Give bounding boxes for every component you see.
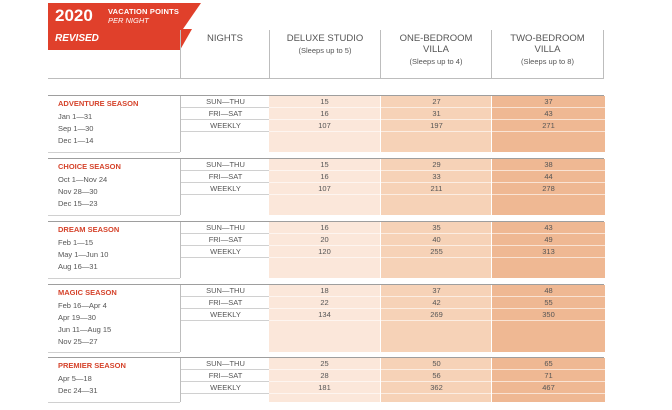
nights-label: FRI—SAT [181, 297, 270, 309]
deluxe-studio-sleeps: (Sleeps up to 5) [298, 46, 352, 55]
season-date-range: Feb 1—15 [58, 238, 94, 247]
points-cell: 350 [492, 309, 605, 321]
season-date-range: Dec 24—31 [58, 386, 98, 395]
vacation-points-label: VACATION POINTS [108, 7, 180, 16]
season-date-range: Jun 11—Aug 15 [58, 325, 112, 334]
points-cell: 197 [381, 120, 492, 132]
points-cell: 269 [381, 309, 492, 321]
points-cell: 37 [381, 285, 492, 297]
points-cell: 211 [381, 183, 492, 195]
points-cell: 134 [269, 309, 380, 321]
points-cell: 29 [381, 159, 492, 171]
season-name: ADVENTURE SEASON [58, 99, 139, 108]
season-block [48, 95, 604, 152]
season-block [48, 221, 604, 278]
points-cell: 43 [492, 108, 605, 120]
points-cell: 71 [492, 370, 605, 382]
one-bedroom-column [380, 222, 492, 278]
points-cell: 15 [269, 96, 380, 108]
nights-label: FRI—SAT [181, 171, 270, 183]
points-cell: 255 [381, 246, 492, 258]
season-date-range: Aug 16—31 [58, 262, 98, 271]
points-cell: 16 [269, 171, 380, 183]
nights-label: SUN—THU [181, 358, 270, 370]
season-date-range: Jan 1—31 [58, 112, 93, 121]
season-date-range: Dec 15—23 [58, 199, 98, 208]
points-cell: 31 [381, 108, 492, 120]
season-dates [58, 174, 107, 210]
points-cell: 28 [269, 370, 380, 382]
one-bedroom-name-1: ONE-BEDROOM [399, 33, 473, 44]
season-date-range: Dec 1—14 [58, 136, 94, 145]
one-bedroom-column [380, 358, 492, 402]
points-cell: 40 [381, 234, 492, 246]
points-cell: 120 [269, 246, 380, 258]
season-name: MAGIC SEASON [58, 288, 117, 297]
nights-label: WEEKLY [181, 246, 270, 258]
one-bedroom-column [380, 285, 492, 352]
season-bottom-rule [48, 215, 180, 216]
two-bedroom-column [491, 96, 605, 152]
deluxe-studio-column [269, 159, 380, 215]
two-bedroom-column [491, 358, 605, 402]
year-badge [48, 3, 201, 50]
deluxe-studio-column [269, 285, 380, 352]
deluxe-studio-column [269, 222, 380, 278]
points-cell: 38 [492, 159, 605, 171]
points-cell: 25 [269, 358, 380, 370]
points-cell: 42 [381, 297, 492, 309]
points-cell: 56 [381, 370, 492, 382]
season-block [48, 284, 604, 352]
points-cell: 44 [492, 171, 605, 183]
one-bedroom-header [380, 30, 491, 78]
season-bottom-rule [48, 352, 180, 353]
one-bedroom-column [380, 159, 492, 215]
points-cell: 27 [381, 96, 492, 108]
nights-column [180, 285, 271, 352]
badge-top-band [48, 3, 183, 29]
nights-label: SUN—THU [181, 96, 270, 108]
points-cell: 18 [269, 285, 380, 297]
nights-label: SUN—THU [181, 285, 270, 297]
points-cell: 65 [492, 358, 605, 370]
two-bedroom-sleeps: (Sleeps up to 8) [521, 57, 574, 66]
points-cell: 49 [492, 234, 605, 246]
nights-column [180, 159, 271, 215]
two-bedroom-column [491, 159, 605, 215]
two-bedroom-name-1: TWO-BEDROOM [510, 33, 585, 44]
points-cell: 16 [269, 222, 380, 234]
points-cell: 43 [492, 222, 605, 234]
one-bedroom-name-2: VILLA [423, 44, 449, 55]
two-bedroom-name-2: VILLA [534, 44, 561, 55]
nights-header-label: NIGHTS [207, 33, 243, 44]
season-date-range: Nov 28—30 [58, 187, 98, 196]
season-date-range: Sep 1—30 [58, 124, 94, 133]
deluxe-studio-column [269, 358, 380, 402]
points-cell: 22 [269, 297, 380, 309]
season-date-range: May 1—Jun 10 [58, 250, 109, 259]
header-divider [48, 78, 604, 79]
season-dates [58, 237, 108, 273]
points-cell: 20 [269, 234, 380, 246]
nights-label: SUN—THU [181, 159, 270, 171]
season-bottom-rule [48, 152, 180, 153]
season-block [48, 158, 604, 215]
one-bedroom-sleeps: (Sleeps up to 4) [409, 57, 463, 66]
season-dates [58, 111, 93, 147]
season-date-range: Apr 5—18 [58, 374, 92, 383]
deluxe-studio-name: DELUXE STUDIO [286, 33, 364, 44]
nights-label: WEEKLY [181, 120, 270, 132]
season-date-range: Feb 16—Apr 4 [58, 301, 107, 310]
nights-column [180, 358, 271, 402]
badge-bottom-band [48, 29, 180, 50]
points-cell: 55 [492, 297, 605, 309]
nights-label: WEEKLY [181, 183, 270, 195]
revised-label: REVISED [55, 33, 99, 44]
season-dates [58, 300, 111, 348]
points-cell: 181 [269, 382, 380, 394]
points-cell: 271 [492, 120, 605, 132]
nights-column [180, 222, 271, 278]
season-dates [58, 373, 98, 397]
two-bedroom-column [491, 222, 605, 278]
points-cell: 313 [492, 246, 605, 258]
deluxe-studio-column [269, 96, 380, 152]
season-date-range: Nov 25—27 [58, 337, 98, 346]
season-block [48, 357, 604, 402]
nights-label: FRI—SAT [181, 108, 270, 120]
nights-label: FRI—SAT [181, 234, 270, 246]
season-name: DREAM SEASON [58, 225, 120, 234]
nights-column-header [180, 30, 269, 78]
points-cell: 107 [269, 120, 380, 132]
season-date-range: Apr 19—30 [58, 313, 96, 322]
points-cell: 15 [269, 159, 380, 171]
points-cell: 467 [492, 382, 605, 394]
season-date-range: Oct 1—Nov 24 [58, 175, 108, 184]
season-bottom-rule [48, 402, 180, 403]
nights-label: WEEKLY [181, 382, 270, 394]
nights-label: SUN—THU [181, 222, 270, 234]
season-name: PREMIER SEASON [58, 361, 126, 370]
per-night-label: PER NIGHT [108, 16, 149, 25]
points-cell: 35 [381, 222, 492, 234]
season-name: CHOICE SEASON [58, 162, 121, 171]
two-bedroom-header [491, 30, 604, 78]
nights-label: WEEKLY [181, 309, 270, 321]
points-cell: 50 [381, 358, 492, 370]
points-cell: 362 [381, 382, 492, 394]
year-label: 2020 [55, 6, 93, 25]
points-cell: 278 [492, 183, 605, 195]
points-cell: 16 [269, 108, 380, 120]
one-bedroom-column [380, 96, 492, 152]
nights-column [180, 96, 271, 152]
points-cell: 37 [492, 96, 605, 108]
points-cell: 48 [492, 285, 605, 297]
season-bottom-rule [48, 278, 180, 279]
points-cell: 33 [381, 171, 492, 183]
points-cell: 107 [269, 183, 380, 195]
deluxe-studio-header [269, 30, 380, 78]
two-bedroom-column [491, 285, 605, 352]
nights-label: FRI—SAT [181, 370, 270, 382]
